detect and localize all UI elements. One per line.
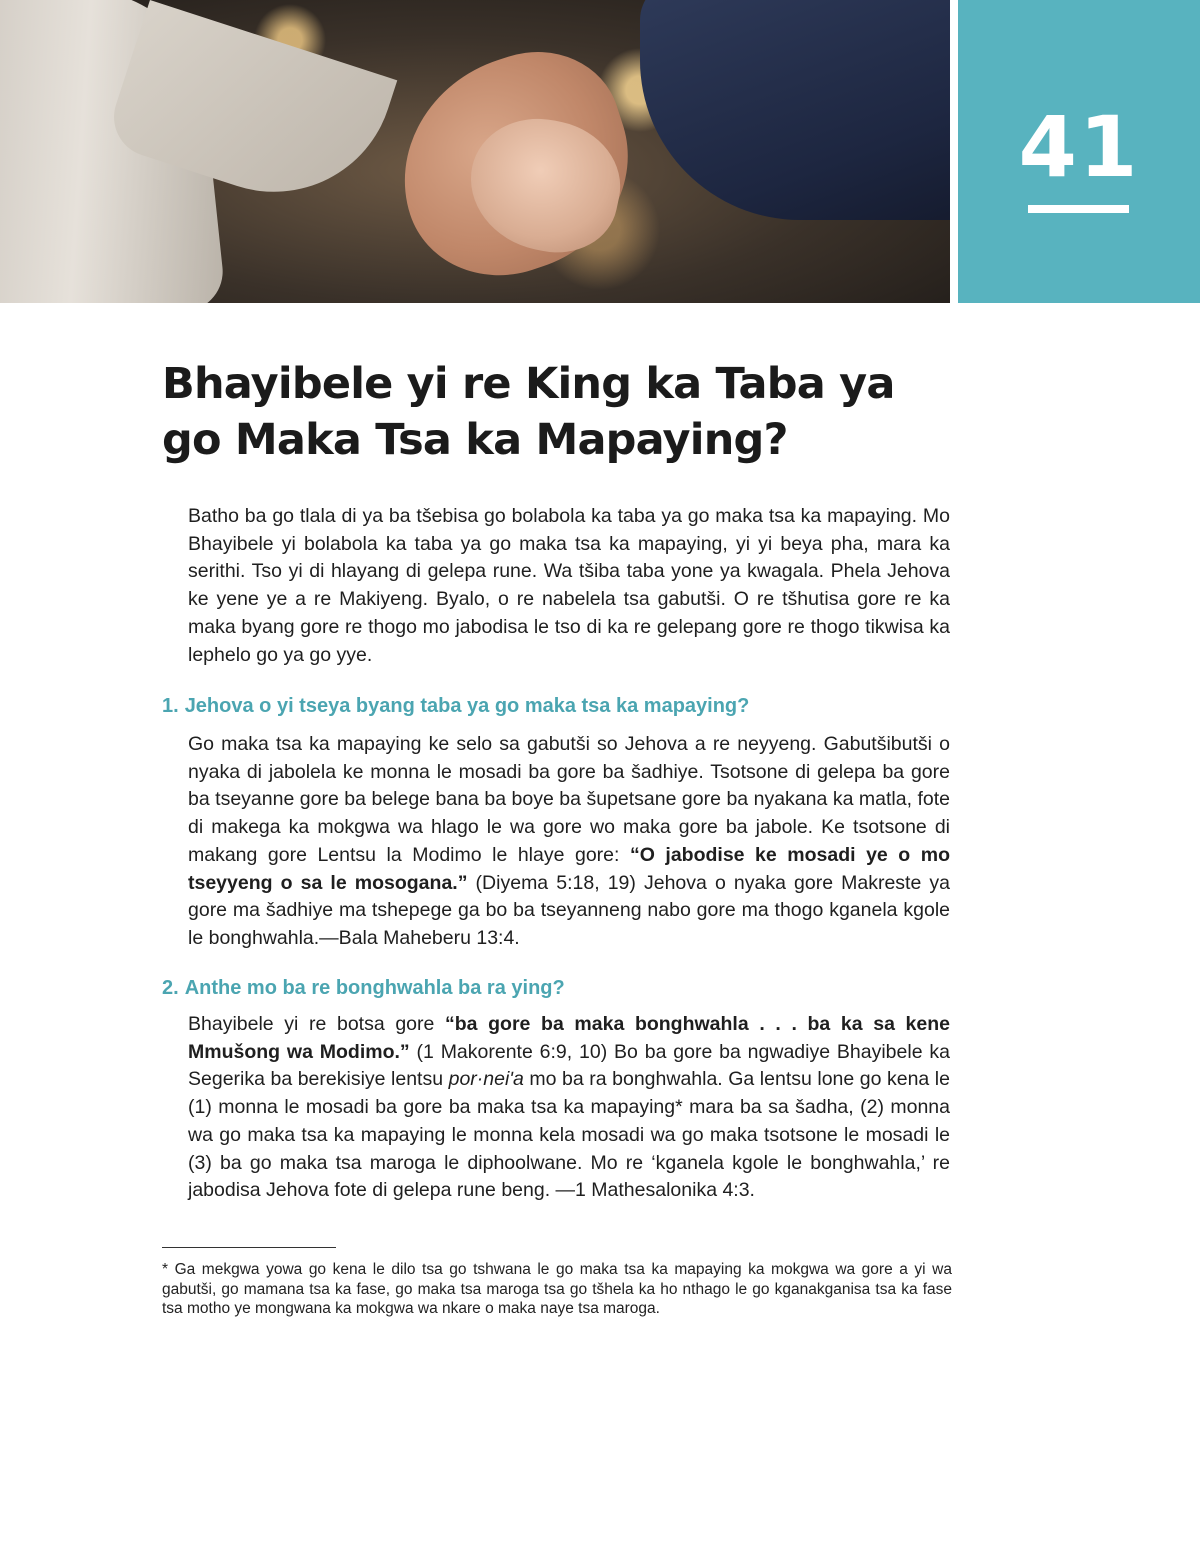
answer-2-text-a: Bhayibele yi re botsa gore	[188, 1013, 445, 1035]
question-1	[162, 693, 952, 719]
answer-1-quote: “O jabodise ke mosadi ye o mo tseyyeng o sa le mosogana.”	[188, 843, 950, 894]
chapter-tab	[958, 0, 1200, 303]
page-title: Bhayibele yi re King ka Taba ya go Maka Tsa ka Mapaying?	[162, 359, 895, 465]
intro-paragraph: Batho ba go tlala di ya ba tšebisa go bolabola ka taba ya go maka tsa ka mapaying. Mo Bhayibele yi bolabola ka taba ya go maka tsa ka mapaying, yi yi beya pha, mara ka serithi. Tso yi di hlayang di gelepa rune. Wa tšiba taba yone ya kwagala. Phela Jehova ke yene ye a re Makiyeng. Byalo, o re nabelela tsa gabutši. O re tšhutisa gore re ka maka byang gore re thogo mo jabodisa le tso di ka re gelepang gore re thogo tikwisa ka lephelo go ya go yye.	[188, 505, 950, 666]
greek-term: por·neiʹa	[448, 1068, 524, 1091]
answer-2-quote: “ba gore ba maka bonghwahla . . . ba ka sa kene Mmušong wa Modimo.”	[188, 1013, 950, 1063]
question-1-number: 1.	[162, 695, 179, 717]
answer-1-paragraph	[188, 731, 950, 953]
footnote: * Ga mekgwa yowa go kena le dilo tsa go tshwana le go maka tsa ka mapaying ka mokgwa wa gore a yi wa gabutši, go mamana tsa ka fase, go maka tsa maroga tsa go tšhela ka ho nthago le go kganakganisa tsa ka fase tsa motho ye mongwana ka mokgwa wa nkare o maka naye tsa maroga.	[162, 1261, 952, 1318]
chapter-underline	[1028, 205, 1129, 213]
question-2-number: 2.	[162, 977, 179, 999]
question-1-text: Jehova o yi tseya byang taba ya go maka tsa ka mapaying?	[184, 695, 750, 717]
answer-1-text-b: (Diyema 5:18, 19) Jehova o nyaka gore Makreste ya gore ma šadhiye ma tshepege ga bo ba tseyanneng nabo gore ma thogo kganela kgole le bonghwahla.—Bala Maheberu 13:4.	[188, 871, 951, 949]
hero-photo-holding-hands	[0, 0, 950, 303]
chapter-number: 41	[1018, 98, 1140, 196]
question-2	[162, 975, 952, 1001]
question-2-text: Anthe mo ba re bonghwahla ba ra ying?	[184, 977, 565, 999]
answer-2-paragraph	[188, 1011, 950, 1205]
answer-2-text-b: (1 Makorente 6:9, 10) Bo ba gore ba ngwadiye Bhayibele ka Segerika ba berekisiye lentsu	[188, 1040, 950, 1091]
footnote-divider	[162, 1247, 336, 1248]
photo-right-sleeve	[640, 0, 950, 220]
answer-1-text-a: Go maka tsa ka mapaying ke selo sa gabutši so Jehova a re neyyeng. Gabutšibutši o nyaka di jabolela ke monna le mosadi ba gore ba šadhiye. Tsotsone di gelepa ba gore ba tseyanne gore ba belege bana ba boye ba šupetsane gore ba nyakana ka matla, fote di makega ka mokgwa wa hlago le wa gore wo maka gore ba jabole. Ke tsotsone di makang gore Lentsu la Modimo le hlaye gore:	[188, 733, 950, 866]
answer-2-text-c: mo ba ra bonghwahla. Ga lentsu lone go kena le (1) monna le mosadi ba gore ba maka tsa ka mapaying* mara ba sa šadha, (2) monna wa go maka tsa ka mapaying le monna kela mosadi wa go maka tsotsone le mosadi le (3) ba go maka tsa maroga le diphoolwane. Mo re ‘kganela kgole le bonghwahla,’ re jabodisa Jehova fote di gelepa rune beng. —1 Mathesalonika 4:3.	[188, 1068, 950, 1202]
